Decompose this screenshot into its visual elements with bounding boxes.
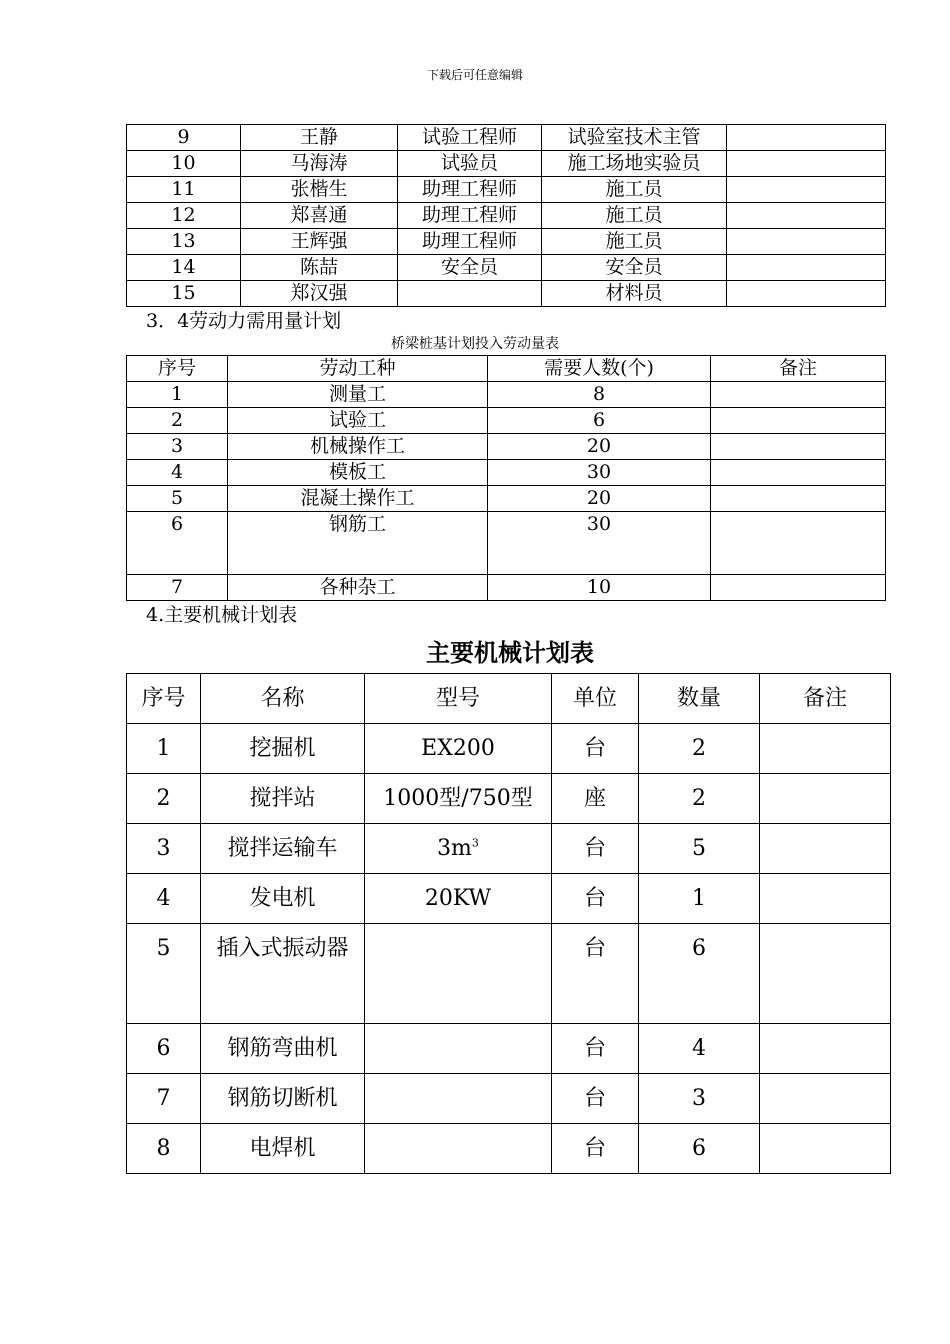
machine-cell: 6 xyxy=(639,1124,760,1174)
labor-cell: 6 xyxy=(488,408,711,434)
staff-cell: 施工场地实验员 xyxy=(542,151,727,177)
machine-cell xyxy=(760,924,891,1024)
labor-cell: 8 xyxy=(488,382,711,408)
staff-cell: 施工员 xyxy=(542,177,727,203)
machine-row xyxy=(127,1124,891,1174)
labor-cell xyxy=(711,460,886,486)
machine-cell: 钢筋切断机 xyxy=(201,1074,365,1124)
machine-cell: 5 xyxy=(127,924,201,1024)
staff-cell: 张楷生 xyxy=(241,177,398,203)
machine-header-cell: 序号 xyxy=(127,674,201,724)
machine-cell: 台 xyxy=(552,874,639,924)
staff-cell xyxy=(398,281,542,307)
staff-cell: 安全员 xyxy=(542,255,727,281)
machine-header-cell: 名称 xyxy=(201,674,365,724)
machine-cell xyxy=(365,1124,552,1174)
machine-row xyxy=(127,1074,891,1124)
machine-cell: 4 xyxy=(639,1024,760,1074)
machine-row xyxy=(127,824,891,874)
machine-cell xyxy=(760,1074,891,1124)
machine-cell: 座 xyxy=(552,774,639,824)
staff-cell: 15 xyxy=(127,281,241,307)
staff-cell: 试验室技术主管 xyxy=(542,125,727,151)
staff-cell: 安全员 xyxy=(398,255,542,281)
machine-cell: 挖掘机 xyxy=(201,724,365,774)
staff-cell: 马海涛 xyxy=(241,151,398,177)
staff-cell: 施工员 xyxy=(542,203,727,229)
staff-cell: 助理工程师 xyxy=(398,203,542,229)
labor-cell: 3 xyxy=(127,434,228,460)
machine-cell: 5 xyxy=(639,824,760,874)
machine-cell: 6 xyxy=(639,924,760,1024)
staff-cell: 13 xyxy=(127,229,241,255)
labor-cell xyxy=(711,382,886,408)
staff-cell: 施工员 xyxy=(542,229,727,255)
labor-table-caption: 桥梁桩基计划投入劳动量表 xyxy=(391,336,559,352)
machine-cell: 2 xyxy=(127,774,201,824)
labor-cell: 30 xyxy=(488,460,711,486)
machine-cell xyxy=(760,1024,891,1074)
labor-cell: 5 xyxy=(127,486,228,512)
machine-cell: 台 xyxy=(552,724,639,774)
machine-cell: 电焊机 xyxy=(201,1124,365,1174)
machine-row xyxy=(127,874,891,924)
staff-cell xyxy=(727,229,886,255)
machine-cell: 6 xyxy=(127,1024,201,1074)
labor-cell: 试验工 xyxy=(228,408,488,434)
labor-cell: 混凝土操作工 xyxy=(228,486,488,512)
labor-cell xyxy=(711,575,886,601)
machine-cell: 台 xyxy=(552,1124,639,1174)
staff-table xyxy=(126,124,886,307)
machine-cell xyxy=(760,774,891,824)
labor-cell xyxy=(711,408,886,434)
machine-cell xyxy=(365,824,552,874)
labor-header-cell: 需要人数(个) xyxy=(488,356,711,382)
machine-cell xyxy=(760,724,891,774)
machine-row xyxy=(127,1024,891,1074)
labor-cell: 10 xyxy=(488,575,711,601)
machine-cell: 搅拌运输车 xyxy=(201,824,365,874)
staff-row xyxy=(127,229,886,255)
labor-cell: 2 xyxy=(127,408,228,434)
machine-header-cell: 单位 xyxy=(552,674,639,724)
staff-cell xyxy=(727,151,886,177)
machine-cell: EX200 xyxy=(365,724,552,774)
staff-cell xyxy=(727,177,886,203)
machine-section-heading: 4.主要机械计划表 xyxy=(146,604,298,626)
machine-header-cell: 数量 xyxy=(639,674,760,724)
staff-row xyxy=(127,203,886,229)
staff-cell: 陈喆 xyxy=(241,255,398,281)
machine-cell: 4 xyxy=(127,874,201,924)
machine-cell: 20KW xyxy=(365,874,552,924)
staff-row xyxy=(127,177,886,203)
staff-row xyxy=(127,281,886,307)
machine-cell: 3 xyxy=(639,1074,760,1124)
staff-row xyxy=(127,125,886,151)
unit-base: 3m xyxy=(437,836,472,861)
machine-cell: 3 xyxy=(127,824,201,874)
staff-cell: 助理工程师 xyxy=(398,177,542,203)
staff-cell: 10 xyxy=(127,151,241,177)
machine-cell: 钢筋弯曲机 xyxy=(201,1024,365,1074)
machine-cell: 8 xyxy=(127,1124,201,1174)
staff-cell xyxy=(727,281,886,307)
staff-row xyxy=(127,255,886,281)
machine-cell: 1 xyxy=(127,724,201,774)
machine-table xyxy=(126,673,891,1174)
machine-cell xyxy=(365,1074,552,1124)
staff-cell: 王静 xyxy=(241,125,398,151)
labor-row xyxy=(127,512,886,575)
machine-header-cell: 备注 xyxy=(760,674,891,724)
labor-header-cell: 备注 xyxy=(711,356,886,382)
machine-cell xyxy=(201,924,365,1024)
machine-header-cell: 型号 xyxy=(365,674,552,724)
labor-row xyxy=(127,434,886,460)
staff-cell xyxy=(727,125,886,151)
labor-cell: 20 xyxy=(488,434,711,460)
machine-cell: 1 xyxy=(639,874,760,924)
machine-row xyxy=(127,724,891,774)
machine-cell: 1000型/750型 xyxy=(365,774,552,824)
machine-cell: 搅拌站 xyxy=(201,774,365,824)
machine-cell xyxy=(760,1124,891,1174)
machine-cell: 台 xyxy=(552,924,639,1024)
machine-cell: 2 xyxy=(639,774,760,824)
staff-cell: 郑汉强 xyxy=(241,281,398,307)
machine-cell xyxy=(760,874,891,924)
staff-cell xyxy=(727,203,886,229)
labor-cell: 钢筋工 xyxy=(228,512,488,575)
staff-cell: 14 xyxy=(127,255,241,281)
labor-cell: 20 xyxy=(488,486,711,512)
staff-cell: 9 xyxy=(127,125,241,151)
labor-cell: 6 xyxy=(127,512,228,575)
labor-row xyxy=(127,486,886,512)
staff-cell: 郑喜通 xyxy=(241,203,398,229)
staff-cell: 试验员 xyxy=(398,151,542,177)
staff-cell: 11 xyxy=(127,177,241,203)
machine-cell xyxy=(365,924,552,1024)
labor-cell: 30 xyxy=(488,512,711,575)
labor-cell: 4 xyxy=(127,460,228,486)
machine-cell: 7 xyxy=(127,1074,201,1124)
machine-row xyxy=(127,924,891,1024)
staff-cell xyxy=(727,255,886,281)
header-note: 下载后可任意编辑 xyxy=(426,68,523,82)
staff-cell: 材料员 xyxy=(542,281,727,307)
labor-cell xyxy=(711,434,886,460)
staff-row xyxy=(127,151,886,177)
machine-cell: 台 xyxy=(552,1074,639,1124)
staff-cell: 试验工程师 xyxy=(398,125,542,151)
labor-row xyxy=(127,382,886,408)
labor-row xyxy=(127,408,886,434)
machine-cell-text: 插入式振动器 xyxy=(216,936,349,961)
labor-cell: 7 xyxy=(127,575,228,601)
labor-cell: 机械操作工 xyxy=(228,434,488,460)
labor-cell: 模板工 xyxy=(228,460,488,486)
machine-cell: 发电机 xyxy=(201,874,365,924)
labor-cell: 各种杂工 xyxy=(228,575,488,601)
machine-cell: 2 xyxy=(639,724,760,774)
labor-row xyxy=(127,460,886,486)
machine-cell xyxy=(365,1024,552,1074)
labor-table xyxy=(126,355,886,601)
labor-header-cell: 劳动工种 xyxy=(228,356,488,382)
staff-cell: 王辉强 xyxy=(241,229,398,255)
labor-section-heading: 3．4劳动力需用量计划 xyxy=(146,310,342,332)
machine-table-title: 主要机械计划表 xyxy=(426,638,594,667)
labor-cell xyxy=(711,512,886,575)
machine-cell: 台 xyxy=(552,824,639,874)
labor-cell: 1 xyxy=(127,382,228,408)
unit-superscript: 3 xyxy=(471,836,479,850)
machine-cell: 台 xyxy=(552,1024,639,1074)
labor-cell xyxy=(711,486,886,512)
machine-row xyxy=(127,774,891,824)
machine-cell xyxy=(760,824,891,874)
staff-cell: 12 xyxy=(127,203,241,229)
labor-header-cell: 序号 xyxy=(127,356,228,382)
labor-row xyxy=(127,575,886,601)
staff-cell: 助理工程师 xyxy=(398,229,542,255)
labor-cell: 测量工 xyxy=(228,382,488,408)
